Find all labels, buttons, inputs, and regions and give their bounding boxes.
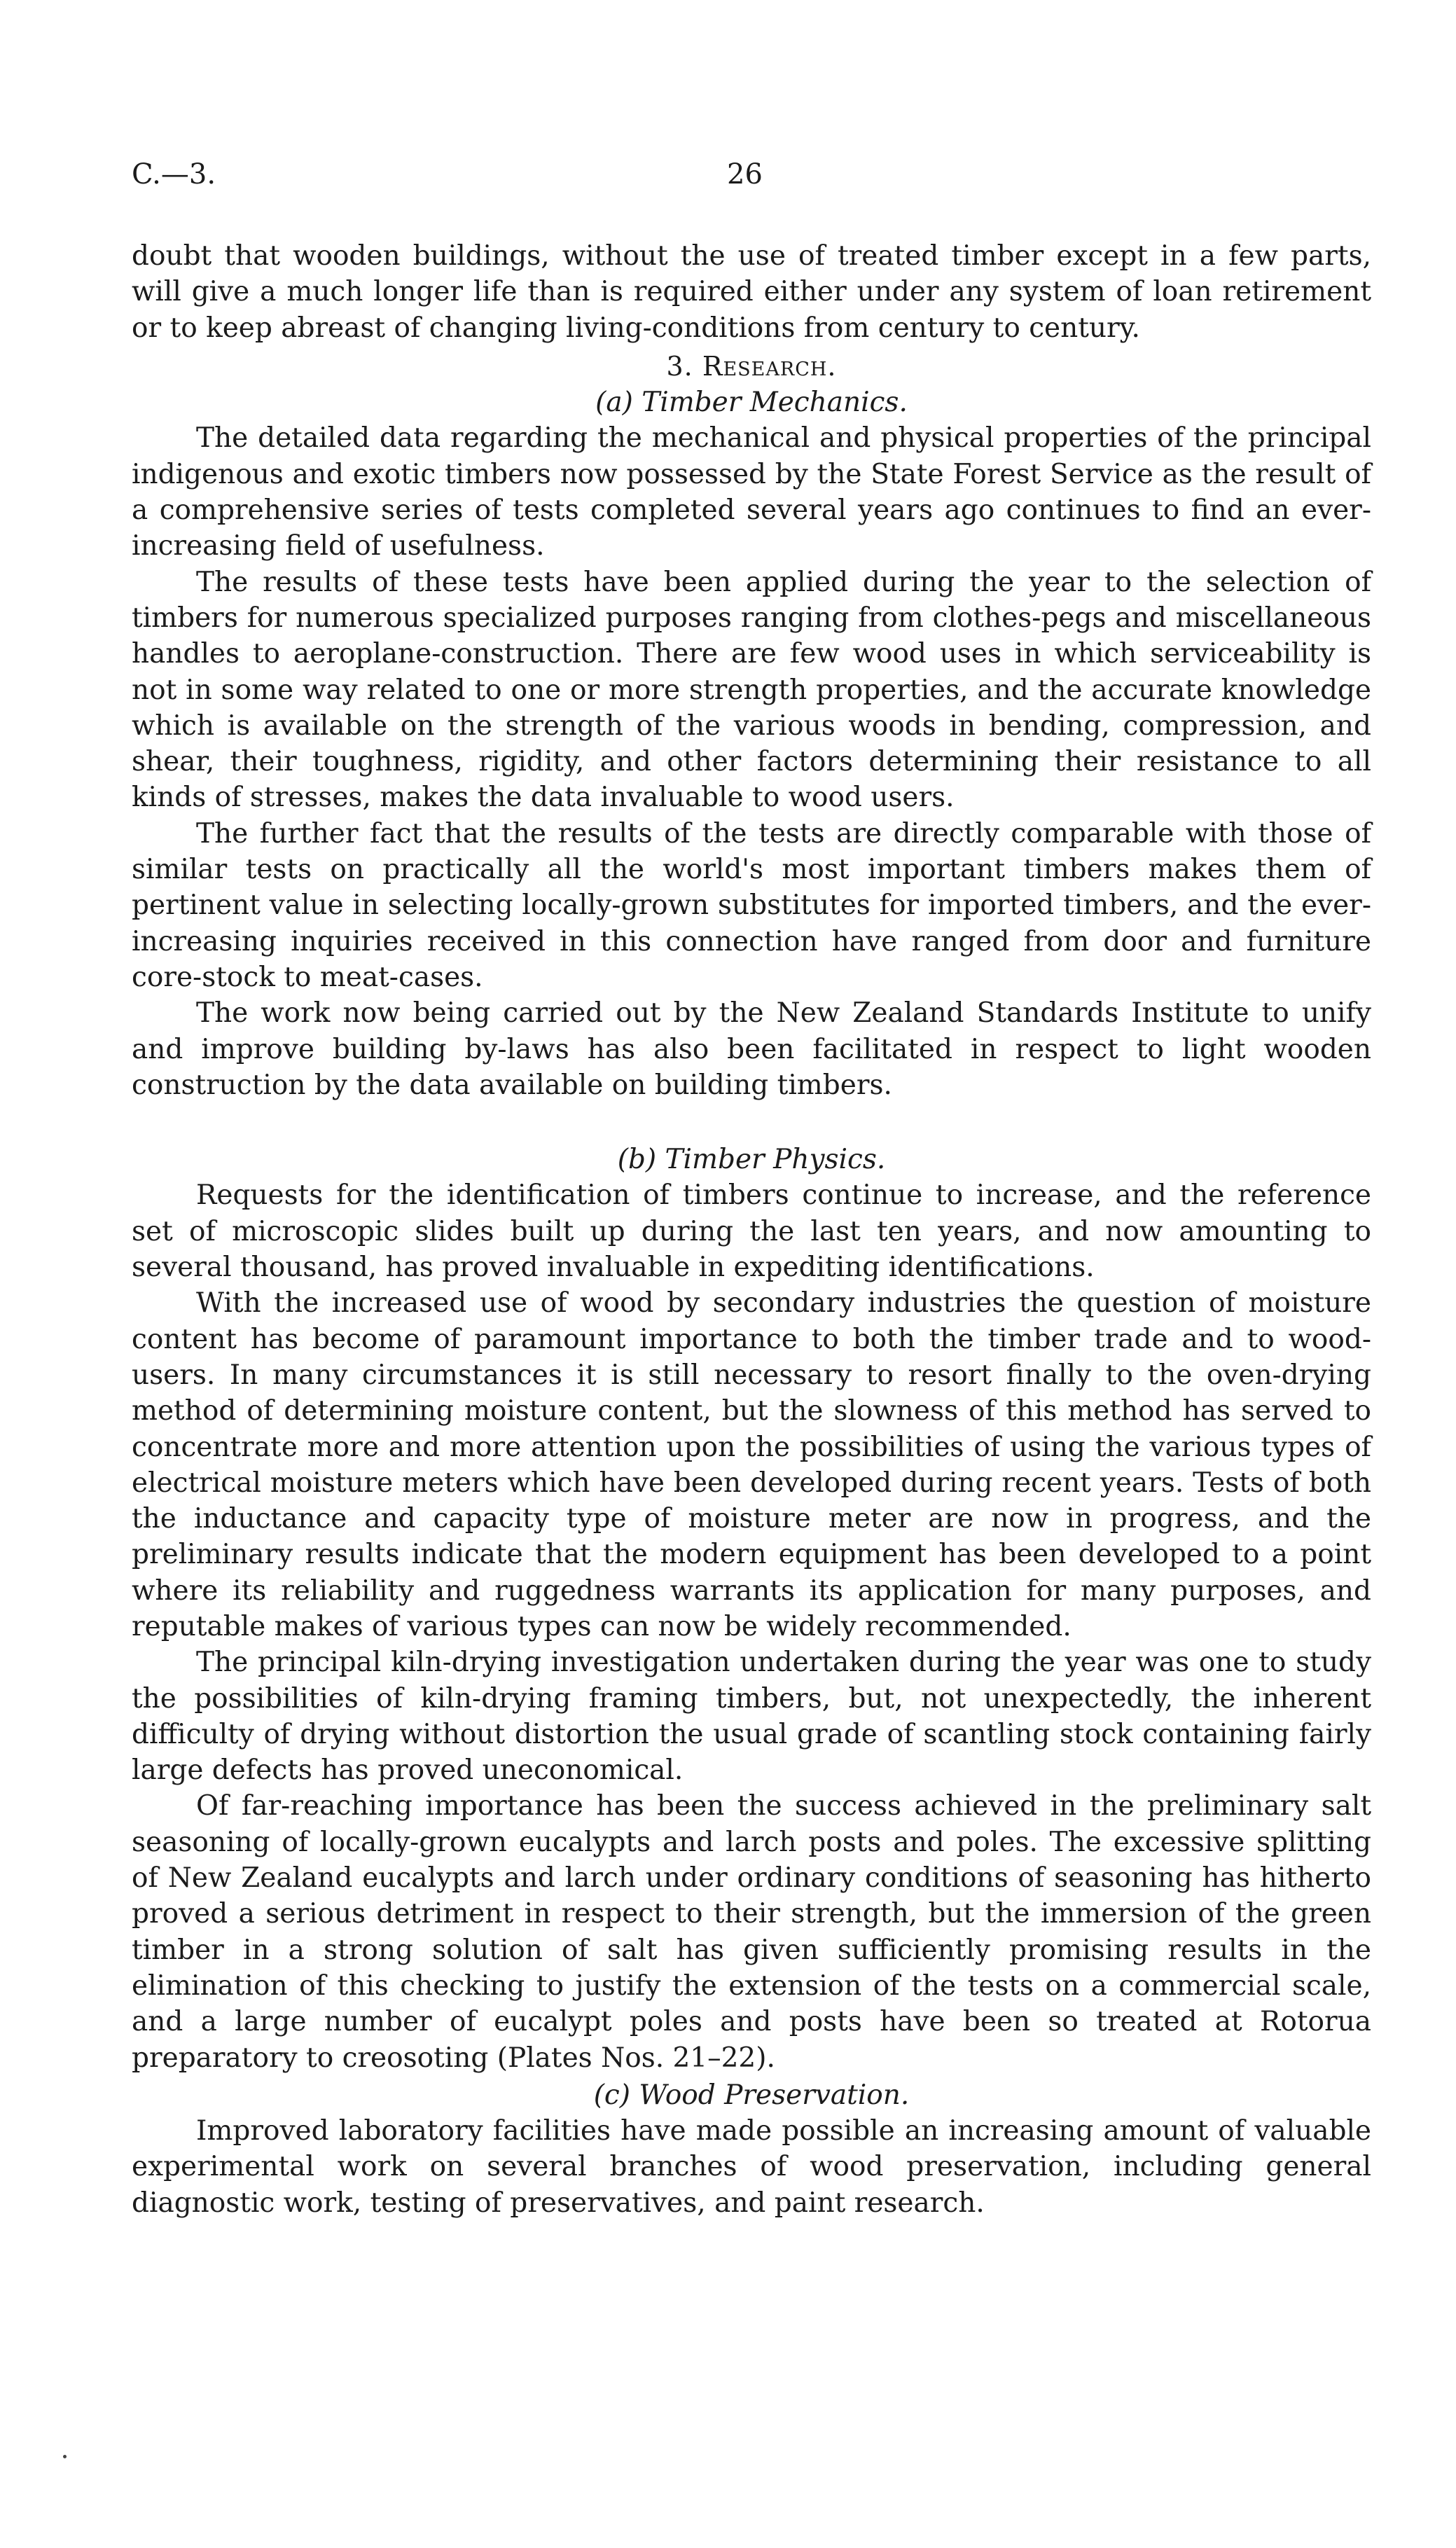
page-body — [132, 238, 1371, 2221]
paragraph: Requests for the identification of timbers continue to increase, and the reference set of microscopic slides built up during the last ten years, and now amounting to several thousand, has proved invaluable in expediting identifications. — [132, 1179, 1371, 1284]
page-header — [132, 158, 1371, 200]
continuation-paragraph: doubt that wooden buildings, without the use of treated timber except in a few parts, will give a much longer life than is required either under any system of loan retirement or to keep abreast of changing living-conditions from century to century. — [132, 240, 1371, 344]
margin-speck — [63, 2455, 67, 2458]
section-heading: 3. Research. — [666, 350, 837, 382]
paragraph: Of far-reaching importance has been the success achieved in the preliminary salt seasoning of locally-grown eucalypts and larch posts and poles. The excessive splitting of New Zealand eucalypts and larch under ordinary conditions of seasoning has hitherto proved a serious detriment in respect to their strength, but the immersion of the green timber in a strong solution of salt has given sufficiently promising results in the elimination of this checking to justify the extension of the tests on a commercial scale, and a large number of eucalypt poles and posts have been so treated at Rotorua preparatory to creosoting (Plates Nos. 21–22). — [132, 1790, 1371, 2074]
paragraph: The work now being carried out by the New Zealand Standards Institute to unify and improve building by-laws has also been facilitated in respect to light wooden construction by the data available on building timbers. — [132, 997, 1371, 1101]
document-reference: C.—3. — [132, 158, 216, 191]
subsection-heading-timber-physics: (b) Timber Physics. — [617, 1144, 886, 1176]
paragraph: The further fact that the results of the tests are directly comparable with those of similar tests on practically all the world's most important timbers makes them of pertinent value in selecting locally-grown substitutes for imported timbers, and the ever-increasing inquiries received in this connection have ranged from door and furniture core-stock to meat-cases. — [132, 817, 1371, 993]
paragraph: The principal kiln-drying investigation undertaken during the year was one to study the possibilities of kiln-drying framing timbers, but, not unexpectedly, the inherent difficulty of drying without distortion the usual grade of scantling stock containing fairly large defects has proved uneconomical. — [132, 1647, 1371, 1787]
paragraph: The detailed data regarding the mechanical and physical properties of the principal indigenous and exotic timbers now possessed by the State Forest Service as the result of a comprehensive series of tests completed several years ago continues to find an ever-increasing field of usefulness. — [132, 422, 1371, 562]
subsection-heading-wood-preservation: (c) Wood Preservation. — [593, 2079, 910, 2111]
paragraph: The results of these tests have been applied during the year to the selection of timbers for numerous specialized purposes ranging from clothes-pegs and miscellaneous handles to aeroplane-construction. There are few wood uses in which serviceability is not in some way related to one or more strength properties, and the accurate knowledge which is available on the strength of the various woods in bending, compression, and shear, their toughness, rigidity, and other factors determining their resistance to all kinds of stresses, makes the data invaluable to wood users. — [132, 566, 1371, 814]
page-number: 26 — [727, 158, 763, 191]
paragraph: With the increased use of wood by secondary industries the question of moisture content has become of paramount importance to both the timber trade and to wood-users. In many circumstances it is still necessary to resort finally to the oven-drying method of determining moisture content, but the slowness of this method has served to concentrate more and more attention upon the possibilities of using the various types of electrical moisture meters which have been developed during recent years. Tests of both the inductance and capacity type of moisture meter are now in progress, and the preliminary results indicate that the modern equipment has been developed to a point where its reliability and ruggedness warrants its application for many purposes, and reputable makes of various types can now be widely recommended. — [132, 1287, 1371, 1642]
subsection-heading-timber-mechanics: (a) Timber Mechanics. — [595, 387, 908, 419]
paragraph: Improved laboratory facilities have made possible an increasing amount of valuable experimental work on several branches of wood preservation, including general diagnostic work, testing of preservatives, and paint research. — [132, 2115, 1371, 2219]
